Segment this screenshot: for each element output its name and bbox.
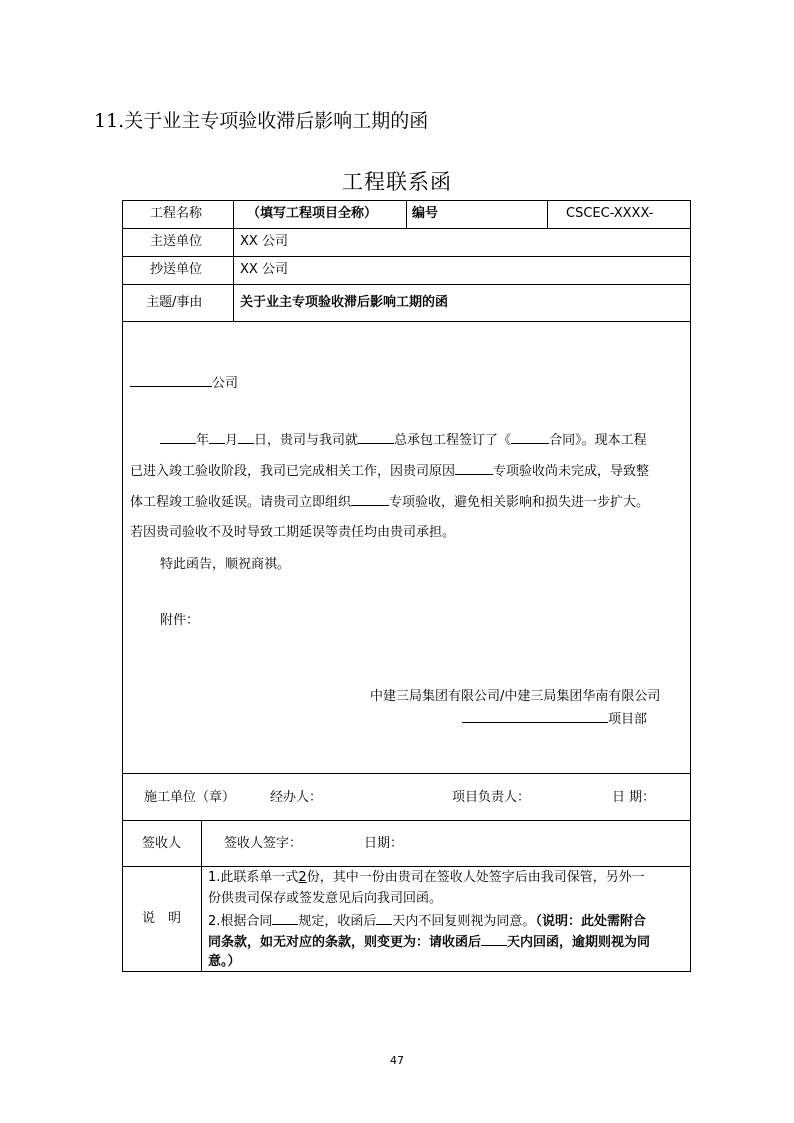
note2-text: 2.根据合同 xyxy=(208,914,273,929)
blank-reply-days xyxy=(481,933,507,946)
contract-text: 总承包工程签订了《 xyxy=(394,433,512,448)
row-divider xyxy=(122,321,691,322)
column-divider xyxy=(233,200,234,321)
notes-label: 说 明 xyxy=(142,911,182,926)
receiver-label: 签收人 xyxy=(142,836,182,851)
subject-label: 主题/事由 xyxy=(146,295,203,310)
copy-count: 2 xyxy=(298,870,307,885)
note-line: 份供贵司保存或签发意见后向我司回函。 xyxy=(208,891,443,906)
blank-contract xyxy=(511,431,549,444)
note-line xyxy=(208,870,645,886)
section-heading: 11.关于业主专项验收滞后影响工期的函 xyxy=(94,110,429,132)
addressee-blank xyxy=(130,374,212,387)
letter-paragraph-line xyxy=(130,493,649,511)
note2-text-days: 天内不回复则视为同意。 xyxy=(392,914,536,929)
column-divider xyxy=(406,200,407,228)
blank-project xyxy=(358,431,394,444)
addressee-suffix: 公司 xyxy=(212,376,239,391)
letter-paragraph-line xyxy=(160,431,647,449)
attachment-label: 附件： xyxy=(160,613,200,628)
note2-text-cont: 规定，收函后 xyxy=(298,914,377,929)
year-text: 年 xyxy=(196,433,210,448)
letter-paragraph-line xyxy=(130,462,649,480)
page-number: 47 xyxy=(390,1054,404,1067)
date-label: 日 期： xyxy=(612,790,656,805)
line3-text: 体工程竣工验收延误。请贵司立即组织 xyxy=(130,495,352,510)
number-label: 编号 xyxy=(412,206,439,221)
note-line: 意。） xyxy=(208,954,241,969)
note2-remark-cont: 同条款，如无对应的条款，则变更为：请收函后 xyxy=(208,935,482,950)
column-divider xyxy=(547,200,548,228)
line2-text: 已进入竣工验收阶段，我司已完成相关工作，因贵司原因 xyxy=(130,464,456,479)
department-blank xyxy=(462,710,608,723)
project-name-value: （填写工程项目全称） xyxy=(247,206,378,221)
line3-text-end: 专项验收，避免相关影响和损失进一步扩大。 xyxy=(389,495,650,510)
project-manager-label: 项目负责人： xyxy=(452,790,531,805)
handler-label: 经办人： xyxy=(270,790,323,805)
addressee-line xyxy=(130,374,238,392)
note-line xyxy=(208,912,646,930)
note2-remark: （说明：此处需附合 xyxy=(535,914,646,929)
document-title: 工程联系函 xyxy=(342,170,452,194)
number-value: CSCEC-XXXX- xyxy=(566,206,654,221)
blank-month xyxy=(209,431,225,444)
blank-organize xyxy=(351,493,389,506)
receiver-signature-label: 签收人签字： xyxy=(224,836,303,851)
contact-form-table xyxy=(122,200,691,972)
note1-text-cont: 份，其中一份由贵司在签收人处签字后由我司保管，另外一 xyxy=(306,870,645,885)
contract-text-end: 合同》。现本工程 xyxy=(549,433,647,448)
day-text: 日，贵司与我司就 xyxy=(254,433,359,448)
column-divider xyxy=(201,820,202,972)
row-divider xyxy=(122,773,691,774)
blank-acceptance xyxy=(455,462,493,475)
note-line xyxy=(208,933,650,951)
department-line xyxy=(462,710,647,728)
department-suffix: 项目部 xyxy=(608,712,648,727)
blank-days xyxy=(376,912,392,925)
line2-text-end: 专项验收尚未完成，导致整 xyxy=(493,464,650,479)
row-divider xyxy=(122,256,691,257)
cc-label: 抄送单位 xyxy=(150,262,203,277)
month-text: 月 xyxy=(225,433,239,448)
note1-text: 1.此联系单一式 xyxy=(208,870,299,885)
main-recipient-value: XX 公司 xyxy=(240,234,288,249)
receipt-date-label: 日期： xyxy=(364,836,404,851)
row-divider xyxy=(122,866,691,867)
cc-value: XX 公司 xyxy=(240,262,288,277)
project-name-label: 工程名称 xyxy=(150,206,203,221)
row-divider xyxy=(122,228,691,229)
issuing-company: 中建三局集团有限公司/中建三局集团华南有限公司 xyxy=(370,689,661,704)
note2-remark-end: 天内回函，逾期则视为同 xyxy=(507,935,651,950)
blank-year xyxy=(160,431,196,444)
subject-value: 关于业主专项验收滞后影响工期的函 xyxy=(240,295,449,310)
blank-day xyxy=(238,431,254,444)
construction-unit-seal: 施工单位（章） xyxy=(144,790,236,805)
closing-text: 特此函告，顺祝商祺。 xyxy=(160,557,291,572)
row-divider xyxy=(122,820,691,821)
row-divider xyxy=(122,284,691,285)
blank-contract-clause xyxy=(272,912,298,925)
letter-paragraph-line: 若因贵司验收不及时导致工期延误等责任均由贵司承担。 xyxy=(130,525,456,540)
main-recipient-label: 主送单位 xyxy=(150,234,203,249)
